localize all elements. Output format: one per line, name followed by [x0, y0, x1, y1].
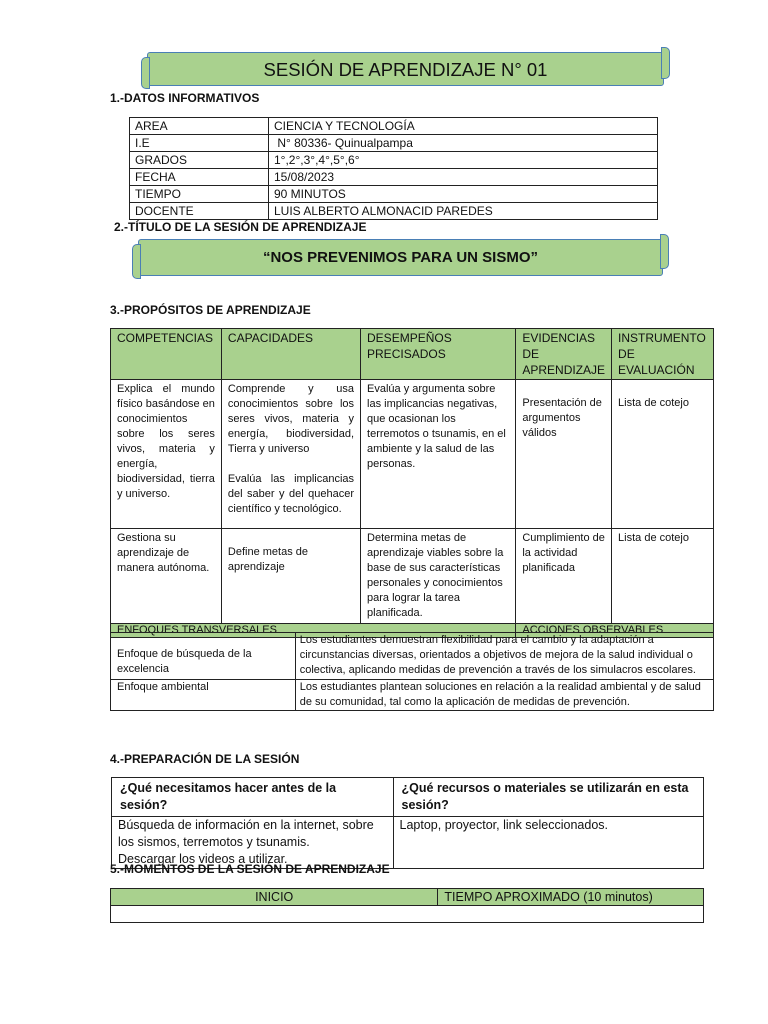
section-2-heading: 2.-TÍTULO DE LA SESIÓN DE APRENDIZAJE	[114, 220, 367, 234]
preparation-header-row	[112, 778, 704, 817]
info-value: LUIS ALBERTO ALMONACID PAREDES	[269, 203, 658, 220]
info-value: CIENCIA Y TECNOLOGÍA	[269, 118, 658, 135]
capacidad-text: Comprende y usa conocimientos sobre los seres vivos, materia y energía, biodiversidad, Tierra y universo	[227, 383, 355, 455]
purposes-table	[110, 328, 714, 638]
moments-header-row	[111, 889, 704, 906]
competencia-cell: Gestiona su aprendizaje de manera autónoma.	[111, 529, 222, 624]
info-row	[130, 152, 658, 169]
preparation-answer: Laptop, proyector, link seleccionados.	[393, 817, 703, 869]
info-table	[129, 117, 658, 220]
header-capacidades: CAPACIDADES	[221, 329, 360, 380]
section-4-heading: 4.-PREPARACIÓN DE LA SESIÓN	[110, 752, 300, 766]
info-label: TIEMPO	[130, 186, 269, 203]
section-1-heading: 1.-DATOS INFORMATIVOS	[110, 91, 260, 105]
preparation-answer	[112, 817, 394, 869]
scroll-curl-left	[132, 244, 141, 279]
document-title: SESIÓN DE APRENDIZAJE N° 01	[263, 59, 548, 80]
header-competencias: COMPETENCIAS	[111, 329, 222, 380]
info-row	[130, 186, 658, 203]
purposes-header-row	[111, 329, 714, 380]
info-label: FECHA	[130, 169, 269, 186]
enfoque-action: Los estudiantes demuestran flexibilidad para el cambio y la adaptación a circunstancias diversas, orientados a objetivos de mejora de la salud individual o colectiva, aplicando medidas de prevención a través de los simulacros escolares.	[295, 633, 713, 680]
info-value: 15/08/2023	[269, 169, 658, 186]
enfoque-action: Los estudiantes plantean soluciones en relación a la realidad ambiental y de salud de su comunidad, tal como la aplicación de medidas de prevención.	[295, 680, 713, 711]
enfoques-table	[110, 632, 714, 711]
info-label: GRADOS	[130, 152, 269, 169]
purposes-row	[111, 529, 714, 624]
info-label: I.E	[130, 135, 269, 152]
info-row	[130, 118, 658, 135]
purposes-row	[111, 380, 714, 529]
header-instrumento: INSTRUMENTO DE EVALUACIÓN	[612, 329, 714, 380]
instrumento-cell: Lista de cotejo	[612, 380, 714, 529]
capacidad-text: Evalúa las implicancias del saber y del quehacer científico y tecnológico.	[227, 473, 355, 515]
session-topic: “NOS PREVENIMOS PARA UN SISMO”	[262, 249, 539, 266]
section-3-heading: 3.-PROPÓSITOS DE APRENDIZAJE	[110, 303, 311, 317]
desempeno-cell: Determina metas de aprendizaje viables sobre la base de sus características personales y conocimientos para lograr la tarea planificada.	[361, 529, 516, 624]
header-evidencias: EVIDENCIAS DE APRENDIZAJE	[516, 329, 612, 380]
moments-row	[111, 906, 704, 923]
enfoque-name: Enfoque de búsqueda de la excelencia	[111, 633, 296, 680]
preparation-answer-line: Descargar los videos a utilizar.	[118, 852, 288, 866]
moments-table	[110, 888, 704, 923]
info-label: DOCENTE	[130, 203, 269, 220]
acciones-header: ACCIONES OBSERVABLES	[516, 624, 714, 638]
preparation-question: ¿Qué recursos o materiales se utilizarán en esta sesión?	[393, 778, 703, 817]
session-topic-banner	[138, 239, 663, 276]
evidencia-cell: Presentación de argumentos válidos	[516, 380, 612, 529]
info-row	[130, 169, 658, 186]
enfoques-header: ENFOQUES TRANSVERSALES	[111, 624, 516, 638]
tiempo-header: TIEMPO APROXIMADO (10 minutos)	[438, 889, 704, 906]
enfoque-name: Enfoque ambiental	[111, 680, 296, 711]
info-value: 90 MINUTOS	[269, 186, 658, 203]
capacidades-cell	[221, 380, 360, 529]
scroll-curl-right	[661, 47, 670, 79]
enfoque-row	[111, 633, 714, 680]
preparation-table	[111, 777, 704, 869]
scroll-curl-right	[660, 234, 669, 269]
enfoque-row	[111, 680, 714, 711]
moments-content-cell	[111, 906, 704, 923]
preparation-question: ¿Qué necesitamos hacer antes de la sesión?	[112, 778, 394, 817]
header-desempenos: DESEMPEÑOS PRECISADOS	[361, 329, 516, 380]
info-value: 1°,2°,3°,4°,5°,6°	[269, 152, 658, 169]
evidencia-cell: Cumplimiento de la actividad planificada	[516, 529, 612, 624]
inicio-header: INICIO	[111, 889, 438, 906]
competencia-cell: Explica el mundo físico basándose en conocimientos sobre los seres vivos, materia y energía, biodiversidad, tierra y universo.	[111, 380, 222, 529]
capacidades-cell: Define metas de aprendizaje	[221, 529, 360, 624]
instrumento-cell: Lista de cotejo	[612, 529, 714, 624]
info-row	[130, 203, 658, 220]
info-value: N° 80336- Quinualpampa	[269, 135, 658, 152]
preparation-row	[112, 817, 704, 869]
session-title-banner	[147, 52, 664, 86]
section-5-heading: 5.-MOMENTOS DE LA SESIÓN DE APRENDIZAJE	[110, 862, 390, 876]
desempeno-cell: Evalúa y argumenta sobre las implicancias negativas, que ocasionan los terremotos o tsunamis, en el ambiente y la salud de las personas.	[361, 380, 516, 529]
scroll-curl-left	[141, 57, 150, 89]
preparation-answer-line: Búsqueda de información en la internet, sobre los sismos, terremotos y tsunamis.	[118, 818, 374, 849]
info-label: AREA	[130, 118, 269, 135]
info-row	[130, 135, 658, 152]
